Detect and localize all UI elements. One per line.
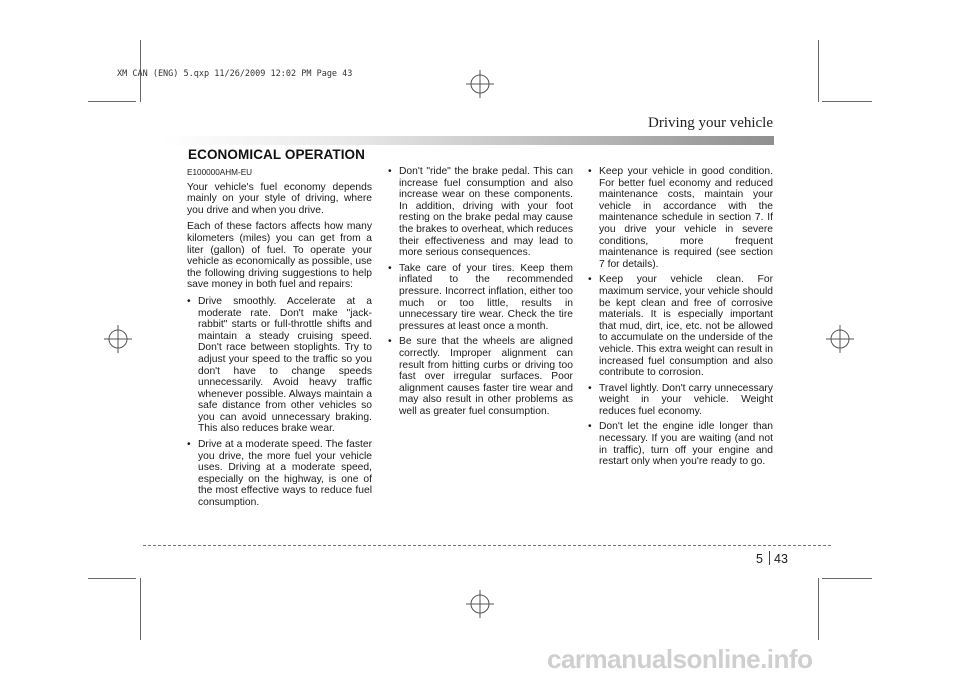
registration-mark-icon [466,590,494,618]
tips-list [388,166,573,417]
bullet-icon: • [588,274,592,286]
registration-mark-icon [104,325,132,353]
list-item: • Keep your vehicle in good condition. For better fuel economy and reduced maintenance costs, maintain your vehicle in accordance with the maintenance schedule in section 7. If you drive your vehicle in severe conditions, more frequent maintenance is required (see section 7 for details). [588,166,773,270]
list-item: • Don't "ride" the brake pedal. This can increase fuel consumption and also increase wear on these components. In addition, driving with your foot resting on the brake pedal may cause the brakes to overheat, which reduces their effectiveness and may lead to more serious consequences. [388,166,574,259]
list-item: • Travel lightly. Don't carry unnecessary weight in your vehicle. Weight reduces fuel economy. [588,382,773,417]
registration-mark-icon [826,325,854,353]
running-header: Driving your vehicle [648,115,773,131]
bullet-icon: • [388,166,392,177]
list-item: • Drive at a moderate speed. The faster you drive, the more fuel your vehicle uses. Driving at a moderate speed, especially on the highway, is one of the most effective ways to reduce fuel consumption. [187,439,372,509]
bullet-icon: • [588,166,592,177]
list-item: • Keep your vehicle clean. For maximum service, your vehicle should be kept clean and free of corrosive materials. It is especially important that mud, dirt, ice, etc. not be allowed to accumulate on the underside of the vehicle. This extra weight can result in increased fuel consumption and also contribute to corrosion. [588,274,773,379]
bullet-icon: • [388,336,392,348]
bullet-icon: • [588,382,592,394]
footer-rule [143,545,831,546]
section-code: E100000AHM-EU [187,168,253,177]
section-title: ECONOMICAL OPERATION [188,147,366,162]
header-bar [162,136,774,145]
crop-mark [818,40,819,102]
bullet-icon: • [588,421,592,433]
print-slug: XM CAN (ENG) 5.qxp 11/26/2009 12:02 PM Page 43 [117,69,353,79]
column-2 [388,166,573,421]
crop-mark [88,578,136,579]
intro-paragraph: Each of these factors affects how many kilometers (miles) you can get from a liter (gallon) of fuel. To operate your vehicle as economically as possible, use the following driving suggestions to help save money in both fuel and repairs: [187,221,372,291]
bullet-icon: • [187,295,191,307]
page-number: 43 [774,552,788,566]
crop-mark [822,578,872,579]
tips-list [588,166,773,468]
list-item: • Don't let the engine idle longer than necessary. If you are waiting (and not in traffic), turn off your engine and restart only when you're ready to go. [588,421,773,468]
column-1 [187,167,372,513]
crop-mark [140,578,141,640]
watermark: carmanualsonline.info [547,644,813,674]
list-item: • Drive smoothly. Accelerate at a moderate rate. Don't make "jack-rabbit" starts or full-throttle shifts and maintain a steady cruising speed. Don't race between stoplights. Try to adjust your speed to the traffic so you don't have to change speeds unnecessarily. Avoid heavy traffic whenever possible. Always maintain a safe distance from other vehicles so you can avoid unnecessary braking. This also reduces brake wear. [187,295,372,435]
crop-mark [88,101,136,102]
column-3 [588,166,773,472]
crop-mark [818,578,819,640]
registration-mark-icon [466,70,494,98]
crop-mark [822,101,872,102]
page-separator [769,551,770,565]
intro-paragraph: Your vehicle's fuel economy depends mainly on your style of driving, where you drive and when you drive. [187,181,372,216]
list-item: • Take care of your tires. Keep them inflated to the recommended pressure. Incorrect inflation, either too much or too little, results in unnecessary tire wear. Check the tire pressures at least once a month. [388,262,573,332]
tips-list [187,296,372,509]
list-item: • Be sure that the wheels are aligned correctly. Improper alignment can result from hitting curbs or driving too fast over irregular surfaces. Poor alignment causes faster tire wear and may also result in other problems as well as greater fuel consumption. [388,336,573,417]
bullet-icon: • [187,439,191,451]
chapter-number: 5 [756,552,763,566]
bullet-icon: • [388,262,392,274]
